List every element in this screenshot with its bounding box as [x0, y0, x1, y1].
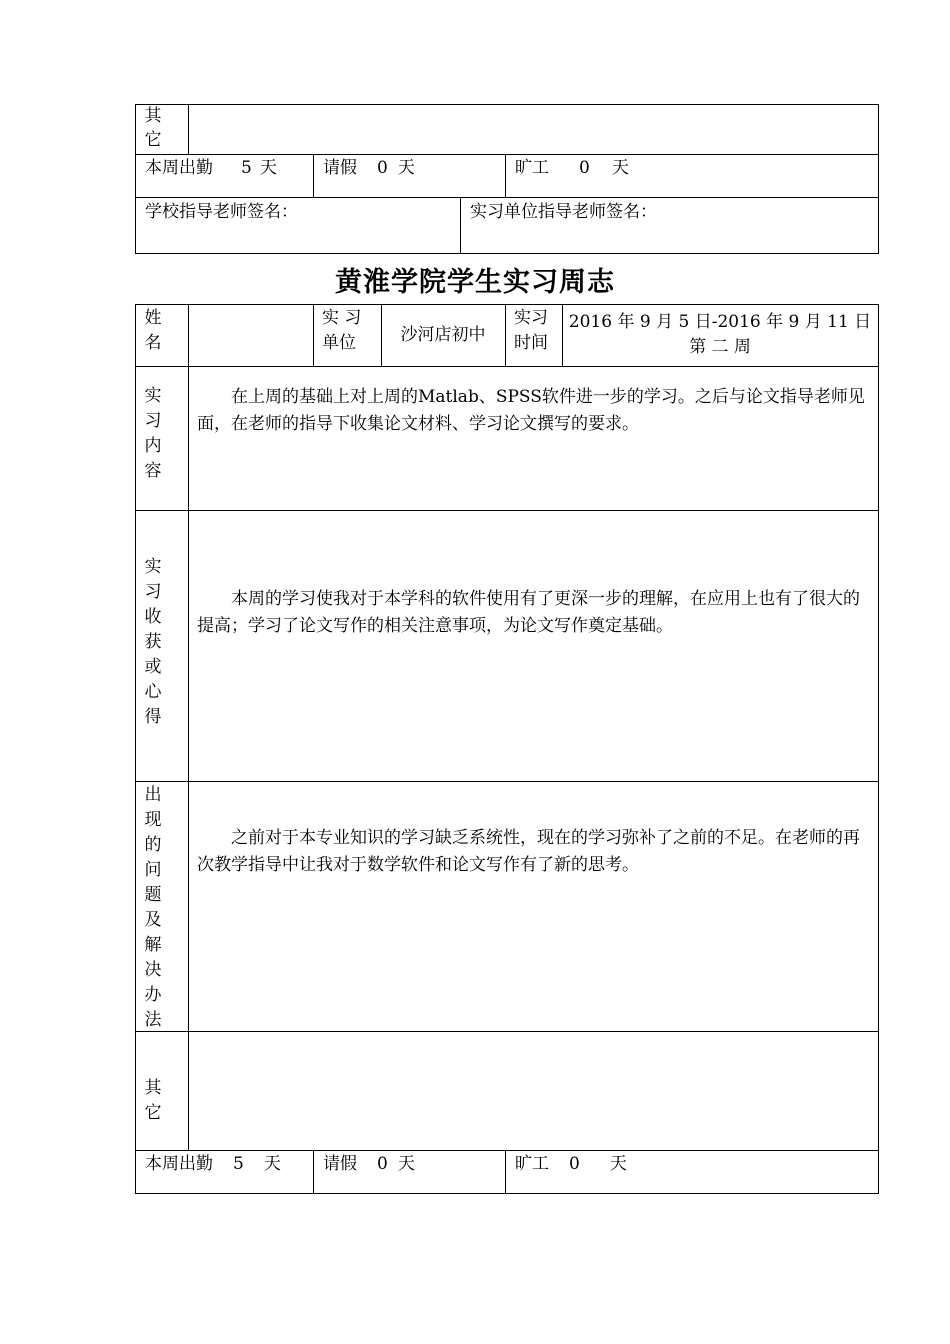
table-border	[135, 510, 879, 511]
name-label: 姓名	[144, 308, 162, 353]
absence-row	[515, 1152, 627, 1177]
table-border	[135, 154, 879, 155]
leave-value: 0	[377, 1154, 388, 1174]
time-label-line1: 实习	[514, 308, 548, 328]
table-border	[505, 304, 506, 366]
day-unit: 天	[263, 1154, 281, 1174]
attendance-label: 本周出勤	[145, 158, 213, 178]
page-title: 黄淮学院学生实习周志	[335, 267, 615, 298]
leave-label: 请假	[323, 158, 357, 178]
table-border	[135, 304, 136, 1194]
table-border	[135, 253, 879, 254]
day-unit: 天	[397, 1154, 415, 1174]
table-border	[188, 304, 189, 1151]
unit-label-line1: 实 习	[322, 308, 362, 328]
time-value-week: 第 二 周	[689, 337, 751, 357]
time-value-range: 2016 年 9 月 5 日-2016 年 9 月 11 日	[568, 312, 872, 332]
content-label: 实习内容	[144, 386, 162, 481]
problem-text: 之前对于本专业知识的学习缺乏系统性，现在的学习弥补了之前的不足。在老师的再次教学指导中让我对于数学软件和论文写作有了新的思考。	[197, 828, 860, 875]
absence-value: 0	[569, 1154, 580, 1174]
table-border	[188, 104, 189, 154]
table-border	[878, 304, 879, 1194]
gain-label: 实习收获或心得	[144, 557, 162, 727]
table-border	[313, 154, 314, 197]
absence-label: 旷工	[515, 158, 549, 178]
table-border	[878, 104, 879, 254]
day-unit: 天	[609, 1154, 627, 1174]
absence-row	[515, 156, 629, 181]
school-signature-label: 学校指导老师签名：	[145, 202, 298, 222]
leave-row	[323, 1152, 415, 1177]
leave-label: 请假	[323, 1154, 357, 1174]
table-border	[135, 1031, 879, 1032]
unit-value: 沙河店初中	[400, 325, 486, 345]
attendance-value: 5	[241, 158, 252, 178]
attendance-label: 本周出勤	[145, 1154, 213, 1174]
content-text: 在上周的基础上对上周的Matlab、SPSS软件进一步的学习。之后与论文指导老师见面，在老师的指导下收集论文材料、学习论文撰写的要求。	[197, 387, 865, 434]
absence-value: 0	[579, 158, 590, 178]
leave-row	[323, 156, 415, 181]
table-border	[135, 1193, 879, 1194]
table-border	[460, 197, 461, 254]
absence-label: 旷工	[515, 1154, 549, 1174]
table-border	[313, 304, 314, 366]
table-border	[135, 104, 879, 105]
problem-label: 出现的问题及解决办法	[144, 785, 162, 1030]
table-border	[135, 197, 879, 198]
gain-text: 本周的学习使我对于本学科的软件使用有了更深一步的理解，在应用上也有了很大的提高；学习了论文写作的相关注意事项，为论文写作奠定基础。	[197, 589, 860, 636]
table-border	[135, 366, 879, 367]
table-border	[135, 104, 136, 254]
time-label-line2: 时间	[514, 333, 548, 353]
time-value	[562, 310, 878, 360]
table-border	[505, 1150, 506, 1193]
unit-signature-label: 实习单位指导老师签名：	[470, 202, 657, 222]
attendance-value: 5	[233, 1154, 244, 1174]
leave-value: 0	[377, 158, 388, 178]
day-unit: 天	[259, 158, 277, 178]
day-unit: 天	[397, 158, 415, 178]
unit-label-line2: 单位	[322, 333, 356, 353]
attendance-row	[145, 1152, 281, 1177]
table-border	[313, 1150, 314, 1193]
table-border	[505, 154, 506, 197]
other-label: 其它	[144, 106, 162, 150]
other-label: 其它	[144, 1078, 162, 1123]
table-border	[135, 781, 879, 782]
unit-label	[322, 306, 361, 356]
table-border	[135, 304, 879, 305]
table-border	[135, 1150, 879, 1151]
day-unit: 天	[611, 158, 629, 178]
time-label	[514, 306, 548, 356]
attendance-row	[145, 156, 277, 181]
